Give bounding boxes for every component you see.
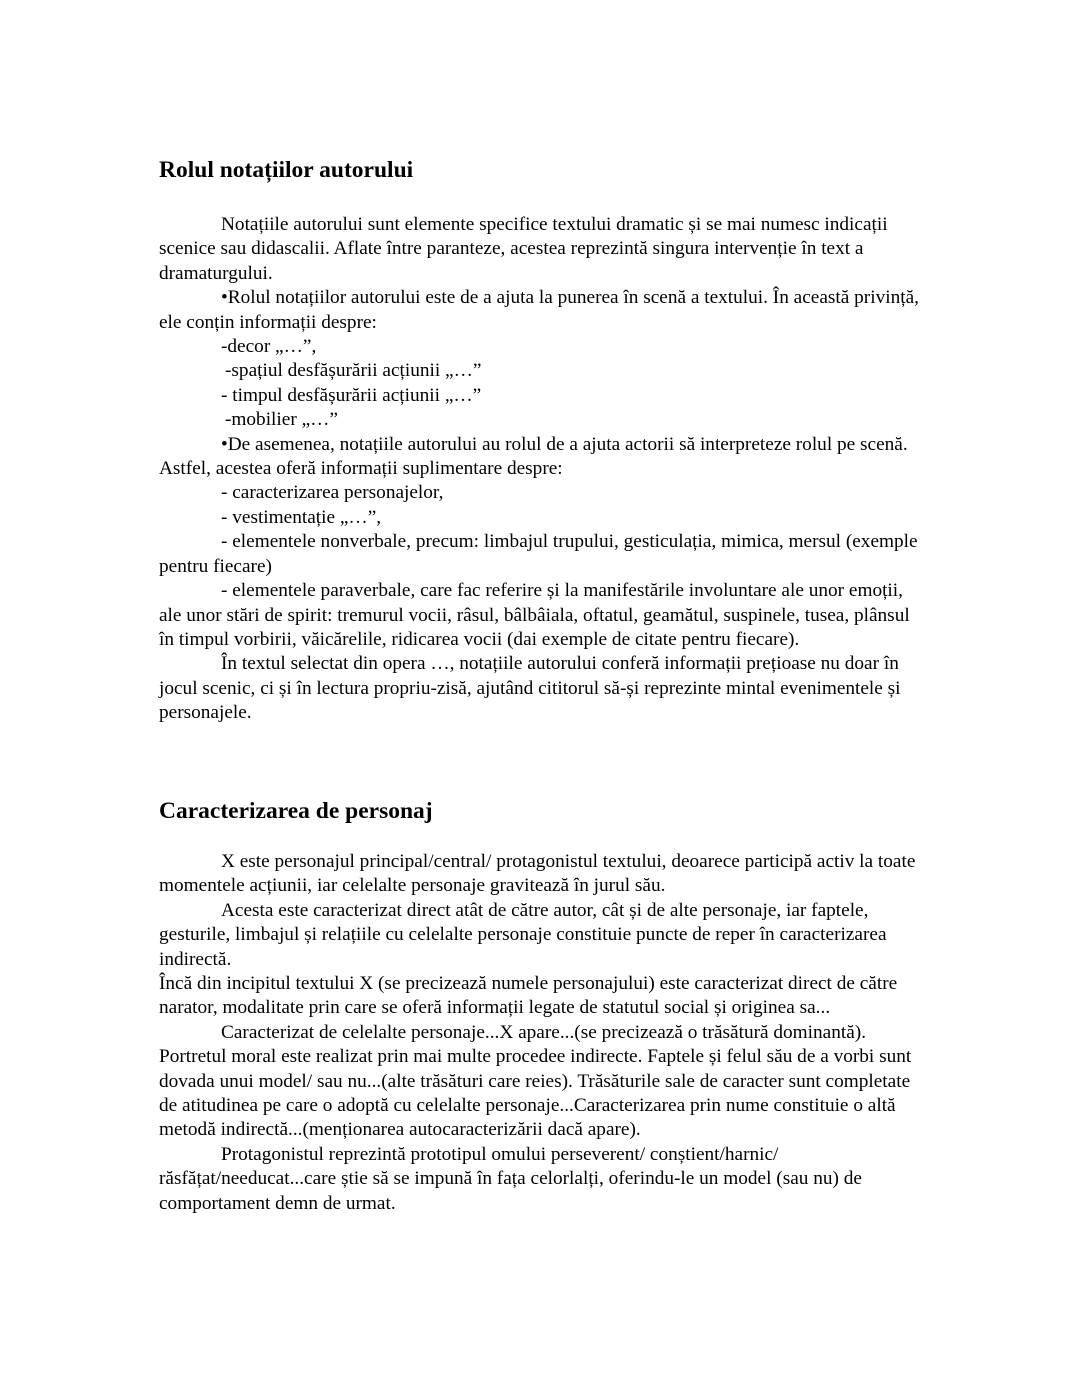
paragraph: Caracterizat de celelalte personaje...X apare...(se precizează o trăsătură dominantă). Portretul moral este realizat prin mai multe procedee indirecte. Faptele și felul său de a vorbi sunt dovada unui model/ sau nu...(alte trăsături care reies). Trăsăturile sale de caracter sunt completate de atitudinea pe care o adoptă cu celelalte personaje...Caracterizarea prin nume constituie o altă metodă indirectă...(menționarea autocaracterizării dacă apare). [159,1021,912,1141]
list-item: -mobilier „…” [225,409,338,431]
section-title-caracterizare: Caracterizarea de personaj [159,798,433,824]
paragraph: Încă din incipitul textului X (se precizează numele personajului) este caracterizat direct de către narator, modalitate prin care se oferă informații legate de statutul social și originea sa... [159,973,898,1019]
section-title-notatii: Rolul notațiilor autorului [159,157,414,183]
paragraph: Notațiile autorului sunt elemente specifice textului dramatic și se mai numesc indicații scenice sau didascalii. Aflate între paranteze, acestea reprezintă singura intervenție în text a dramaturgului. [159,214,888,284]
paragraph: - elementele paraverbale, care fac referire și la manifestările involuntare ale unor emoții, ale unor stări de spirit: tremurul vocii, râsul, bâlbâiala, oftatul, geamătul, suspinele, tusea, plânsul în timpul vorbirii, văicărelile, ridicarea vocii (dai exemple de citate pentru fiecare). [159,580,910,650]
paragraph: Protagonistul reprezintă prototipul omului perseverent/ conștient/harnic/ răsfățat/needucat...care știe să se impună în fața celorlalți, oferindu-le un model (sau nu) de comportament demn de urmat. [159,1143,862,1214]
list-item: - timpul desfășurării acțiunii „…” [221,384,482,406]
paragraph: - elementele nonverbale, precum: limbajul trupului, gesticulația, mimica, mersul (exemple pentru fiecare) [159,531,918,577]
section-body-caracterizare [159,850,929,1216]
list-item: - caracterizarea personajelor, [221,482,444,504]
paragraph: •De asemenea, notațiile autorului au rolul de a ajuta actorii să interpreteze rolul pe scenă. Astfel, acestea oferă informații suplimentare despre: [159,433,908,480]
paragraph: X este personajul principal/central/ protagonistul textului, deoarece participă activ la toate momentele acțiunii, iar celelalte personaje gravitează în jurul său. [159,851,916,897]
list-item: -decor „…”, [221,336,317,358]
paragraph: În textul selectat din opera …, notațiile autorului conferă informații prețioase nu doar în jocul scenic, ci și în lectura propriu-zisă, ajutând cititorul să-și reprezinte mintal evenimentele și personajele. [159,653,901,724]
paragraph: •Rolul notațiilor autorului este de a ajuta la punerea în scenă a textului. În această privință, ele conțin informații despre: [159,287,919,333]
paragraph: Acesta este caracterizat direct atât de către autor, cât și de alte personaje, iar faptele, gesturile, limbajul și relațiile cu celelalte personaje constituie puncte de reper în caracterizarea indirectă. [159,899,887,970]
list-item: - vestimentație „…”, [221,506,382,528]
section-body-notatii [159,213,929,726]
list-item: -spațiul desfășurării acțiunii „…” [225,360,482,382]
